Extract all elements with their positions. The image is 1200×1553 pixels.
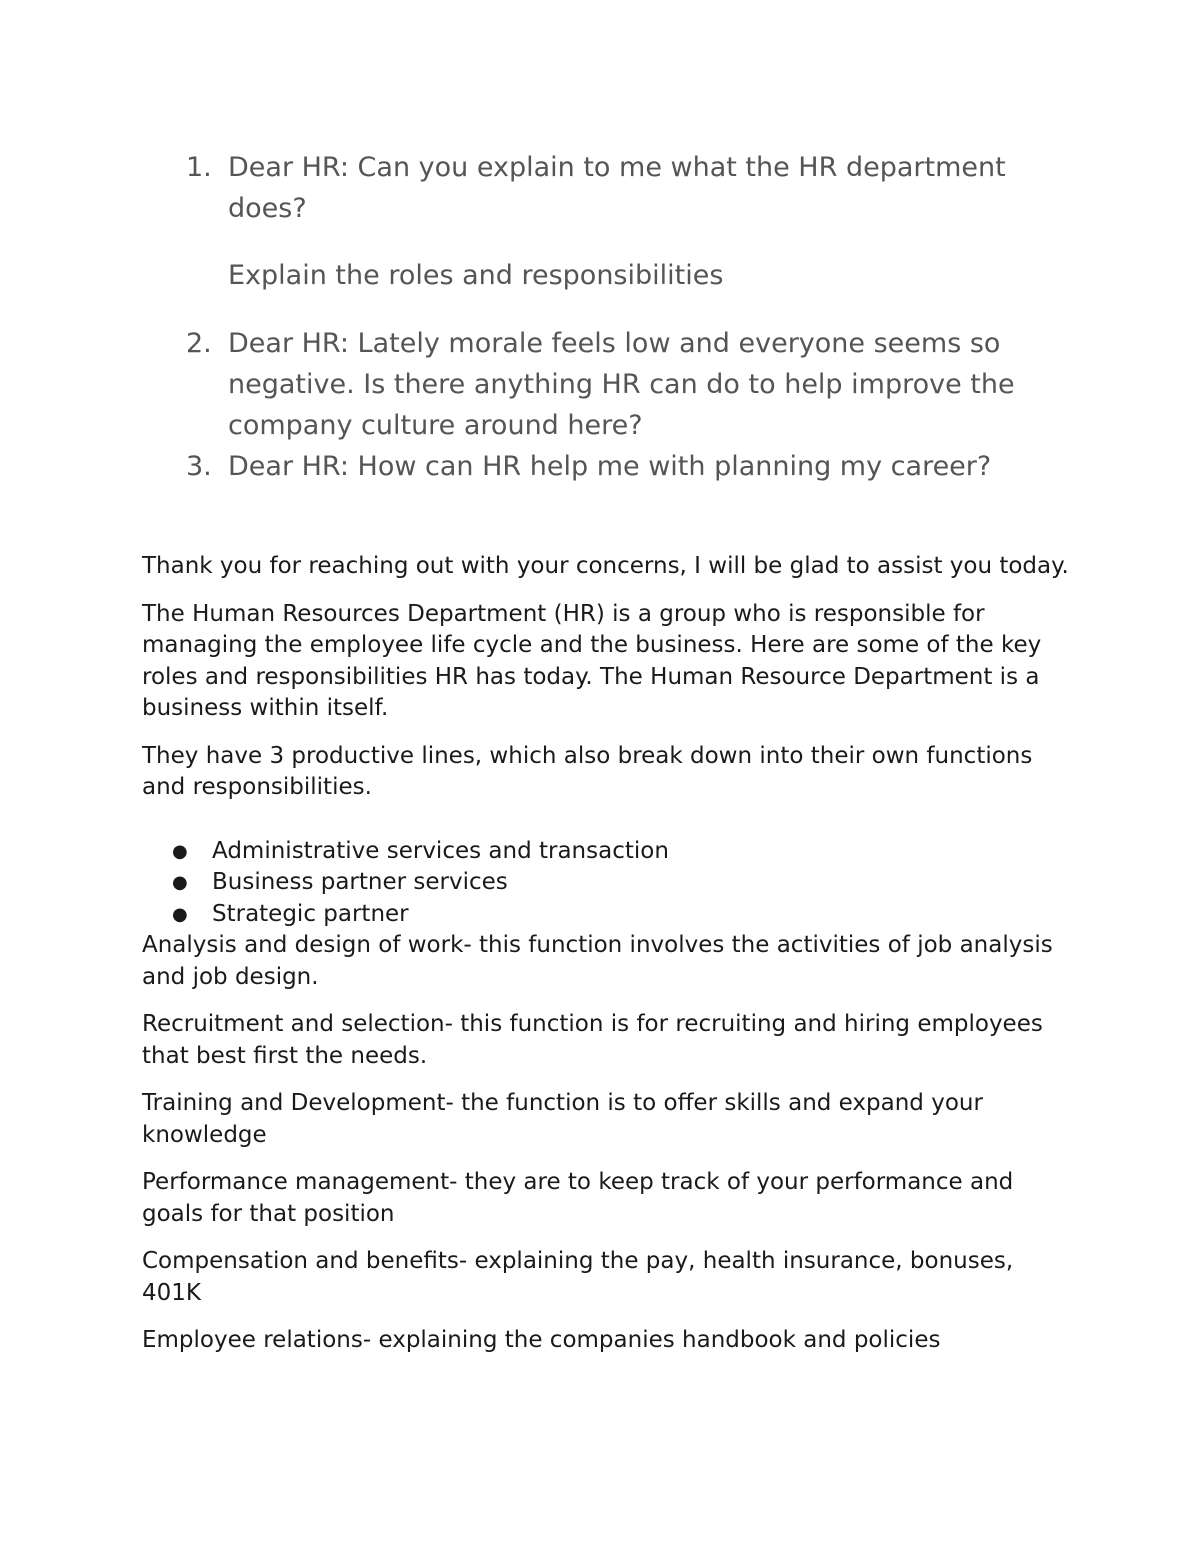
list-item xyxy=(172,899,1072,931)
productive-lines-list xyxy=(142,836,1072,931)
question-number: 2. xyxy=(186,328,212,359)
bullet-icon: ● xyxy=(172,840,188,862)
functions-section xyxy=(142,930,1072,1357)
question-item-2 xyxy=(186,323,1086,446)
question-item-3 xyxy=(186,446,1086,487)
bullet-icon: ● xyxy=(172,872,188,893)
question-number: 1. xyxy=(186,152,212,183)
list-item-text: Business partner services xyxy=(212,869,508,895)
question-item-1 xyxy=(186,147,1086,229)
function-paragraph: Training and Development- the function is to offer skills and expand your knowledge xyxy=(142,1090,983,1148)
function-paragraph: Employee relations- explaining the companies handbook and policies xyxy=(142,1327,941,1353)
answer-body xyxy=(142,551,1072,1373)
question-list xyxy=(186,147,1086,487)
greeting-paragraph: Thank you for reaching out with your concerns, I will be glad to assist you today. xyxy=(142,553,1069,579)
function-paragraph: Analysis and design of work- this function involves the activities of job analysis and job design. xyxy=(142,932,1053,990)
function-paragraph: Recruitment and selection- this function is for recruiting and hiring employees that best first the needs. xyxy=(142,1011,1043,1069)
question-text: Dear HR: How can HR help me with planning my career? xyxy=(228,451,992,482)
lines-intro-paragraph: They have 3 productive lines, which also break down into their own functions and responsibilities. xyxy=(142,742,1033,800)
function-paragraph: Performance management- they are to keep track of your performance and goals for that position xyxy=(142,1169,1014,1227)
question-text: Dear HR: Can you explain to me what the HR department does? xyxy=(228,152,1006,224)
intro-paragraph: The Human Resources Department (HR) is a group who is responsible for managing the employee life cycle and the business. Here are some of the key roles and responsibilities HR has today. The Human Resource Department is a business within itself. xyxy=(142,600,1042,721)
question-subtext: Explain the roles and responsibilities xyxy=(228,260,724,291)
question-number: 3. xyxy=(186,451,212,482)
bullet-icon: ● xyxy=(172,903,188,925)
list-item xyxy=(172,836,1072,868)
list-item xyxy=(172,867,1072,899)
list-item-text: Strategic partner xyxy=(212,900,409,927)
function-paragraph: Compensation and benefits- explaining the pay, health insurance, bonuses, 401K xyxy=(142,1248,1014,1306)
list-item-text: Administrative services and transaction xyxy=(212,837,669,864)
question-text: Dear HR: Lately morale feels low and everyone seems so negative. Is there anything HR can do to help improve the company culture around here? xyxy=(228,328,1015,441)
